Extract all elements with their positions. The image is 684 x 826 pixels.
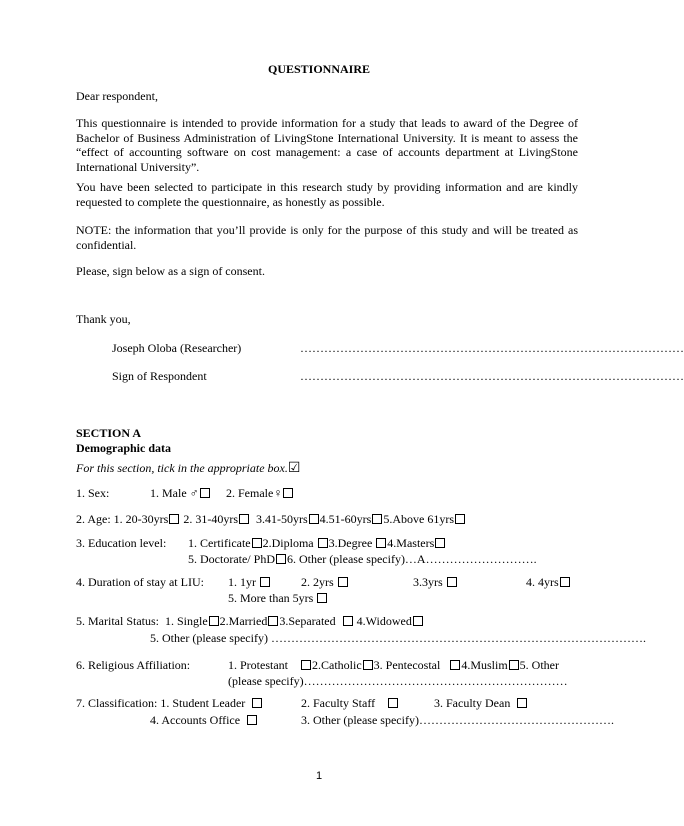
respondent-label: Sign of Respondent xyxy=(112,369,207,383)
q6-opt1-label: 1. Protestant xyxy=(228,658,288,672)
q7-opt5: 3. Other (please specify)…………………………………………. xyxy=(301,713,614,727)
q5-row1 xyxy=(76,614,424,628)
q3-opt6-label: 6. Other (please specify)…A………………………. xyxy=(286,552,537,566)
q2-opt3-label: 3.41-50yrs xyxy=(256,512,308,526)
q5-label: 5. Marital Status: xyxy=(76,614,159,628)
q1-female-label: 2. Female♀ xyxy=(226,486,283,500)
q2-opt5-label: 5.Above 61yrs xyxy=(383,512,455,526)
q6-row1 xyxy=(228,658,559,672)
q3-opt4-label: 4.Masters xyxy=(387,536,435,550)
intro-paragraph: This questionnaire is intended to provide information for a study that leads to award of the Degree of Bachelor of Business Administration of LivingStone International University. It is meant to assess the “effect of accounting software on cost management: a case of accounts department at LivingStone International University”. xyxy=(76,116,578,174)
q1-option-female xyxy=(226,486,294,500)
q5-opt5: 5. Other (please specify) …………………………………………………………………………………. xyxy=(150,631,646,645)
q1-label: 1. Sex: xyxy=(76,486,110,500)
q4-opt1 xyxy=(228,575,271,589)
q7-opt3-checkbox[interactable] xyxy=(517,698,527,708)
instruction-text: For this section, tick in the appropriate box. xyxy=(76,461,288,475)
q3-opt4-checkbox[interactable] xyxy=(435,538,445,548)
q2-opt2-label: 2. 31-40yrs xyxy=(183,512,238,526)
q2-opt2-checkbox[interactable] xyxy=(239,514,249,524)
q7-opt1-checkbox[interactable] xyxy=(252,698,262,708)
q4-opt2-label: 2. 2yrs xyxy=(301,575,334,589)
q2-opt4-label: 4.51-60yrs xyxy=(319,512,372,526)
q7-opt2-checkbox[interactable] xyxy=(388,698,398,708)
q7-row1-left xyxy=(76,696,263,710)
q7-opt4 xyxy=(150,713,258,727)
q5-opt3-label: 3.Separated xyxy=(279,614,336,628)
q3-opt5-checkbox[interactable] xyxy=(276,554,286,564)
q1-female-checkbox[interactable] xyxy=(283,488,293,498)
researcher-signature-line: …………………………………………………………………………………… xyxy=(300,341,684,355)
q4-opt2-checkbox[interactable] xyxy=(338,577,348,587)
q4-opt4-checkbox[interactable] xyxy=(560,577,570,587)
q2-opt1-checkbox[interactable] xyxy=(169,514,179,524)
q3-opt1-label: 1. Certificate xyxy=(188,536,251,550)
q2-opt3-checkbox[interactable] xyxy=(309,514,319,524)
q7-opt3 xyxy=(434,696,528,710)
q6-opt4-label: 4.Muslim xyxy=(461,658,508,672)
q4-opt4-label: 4. 4yrs xyxy=(526,575,559,589)
q3-label: 3. Education level: xyxy=(76,536,167,550)
q3-opt5-label: 5. Doctorate/ PhD xyxy=(188,552,275,566)
q3-row2 xyxy=(188,552,537,566)
q4-opt5 xyxy=(228,591,328,605)
q7-opt2-label: 2. Faculty Staff xyxy=(301,696,376,710)
q2-age-row xyxy=(76,512,466,526)
q2-opt4-checkbox[interactable] xyxy=(372,514,382,524)
q3-opt1-checkbox[interactable] xyxy=(252,538,262,548)
page-number: 1 xyxy=(315,770,323,782)
q4-opt1-label: 1. 1yr xyxy=(228,575,256,589)
q5-opt1-label: 1. Single xyxy=(165,614,208,628)
q3-opt2-label: 2.Diploma xyxy=(262,536,314,550)
q5-opt4-checkbox[interactable] xyxy=(413,616,423,626)
q6-opt3-label: 3. Pentecostal xyxy=(373,658,441,672)
q5-opt2-checkbox[interactable] xyxy=(268,616,278,626)
q4-label: 4. Duration of stay at LIU: xyxy=(76,575,204,589)
q6-opt2-label: 2.Catholic xyxy=(312,658,362,672)
q3-row1 xyxy=(188,536,446,550)
selection-paragraph: You have been selected to participate in this research study by providing information and are kindly requested to complete the questionnaire, as honestly as possible. xyxy=(76,180,578,209)
section-instruction xyxy=(76,461,300,476)
q6-label: 6. Religious Affiliation: xyxy=(76,658,191,672)
q1-option-male xyxy=(150,486,211,500)
q4-opt3 xyxy=(413,575,458,589)
salutation: Dear respondent, xyxy=(76,89,158,103)
q4-opt3-label: 3.3yrs xyxy=(413,575,443,589)
q7-opt4-label: 4. Accounts Office xyxy=(150,713,241,727)
q5-opt3-checkbox[interactable] xyxy=(343,616,353,626)
q3-opt3-checkbox[interactable] xyxy=(376,538,386,548)
page-title: QUESTIONNAIRE xyxy=(267,62,371,76)
q7-label: 7. Classification: 1. Student Leader xyxy=(76,696,246,710)
q1-male-checkbox[interactable] xyxy=(200,488,210,498)
respondent-signature-line: …………………………………………………………………………………… xyxy=(300,369,684,383)
q6-opt5-specify: (please specify)………………………………………………………… xyxy=(228,674,568,688)
q2-opt5-checkbox[interactable] xyxy=(455,514,465,524)
consent-text: Please, sign below as a sign of consent. xyxy=(76,264,265,278)
researcher-label: Joseph Oloba (Researcher) xyxy=(112,341,242,355)
note-paragraph: NOTE: the information that you’ll provide is only for the purpose of this study and will be treated as confidential. xyxy=(76,223,578,252)
q4-opt4 xyxy=(526,575,571,589)
q4-opt5-checkbox[interactable] xyxy=(317,593,327,603)
q7-opt2 xyxy=(301,696,399,710)
q5-opt1-checkbox[interactable] xyxy=(209,616,219,626)
q4-opt3-checkbox[interactable] xyxy=(447,577,457,587)
q4-opt5-label: 5. More than 5yrs xyxy=(228,591,314,605)
q6-opt5-label: 5. Other xyxy=(519,658,559,672)
q5-opt2-label: 2.Married xyxy=(219,614,268,628)
q6-opt2-checkbox[interactable] xyxy=(363,660,373,670)
q6-opt1-checkbox[interactable] xyxy=(301,660,311,670)
q2-label: 2. Age: 1. 20-30yrs xyxy=(76,512,169,526)
tick-box-icon: ☑ xyxy=(287,461,301,476)
q3-opt2-checkbox[interactable] xyxy=(318,538,328,548)
q4-opt1-checkbox[interactable] xyxy=(260,577,270,587)
q5-opt4-label: 4.Widowed xyxy=(356,614,412,628)
q1-male-label: 1. Male ♂ xyxy=(150,486,199,500)
thanks-text: Thank you, xyxy=(76,312,131,326)
section-title: SECTION A xyxy=(76,426,142,440)
q7-opt3-label: 3. Faculty Dean xyxy=(434,696,511,710)
section-subtitle: Demographic data xyxy=(76,441,171,455)
q3-opt3-label: 3.Degree xyxy=(328,536,373,550)
q6-opt3-checkbox[interactable] xyxy=(450,660,460,670)
q4-opt2 xyxy=(301,575,349,589)
q7-opt4-checkbox[interactable] xyxy=(247,715,257,725)
q6-opt4-checkbox[interactable] xyxy=(509,660,519,670)
